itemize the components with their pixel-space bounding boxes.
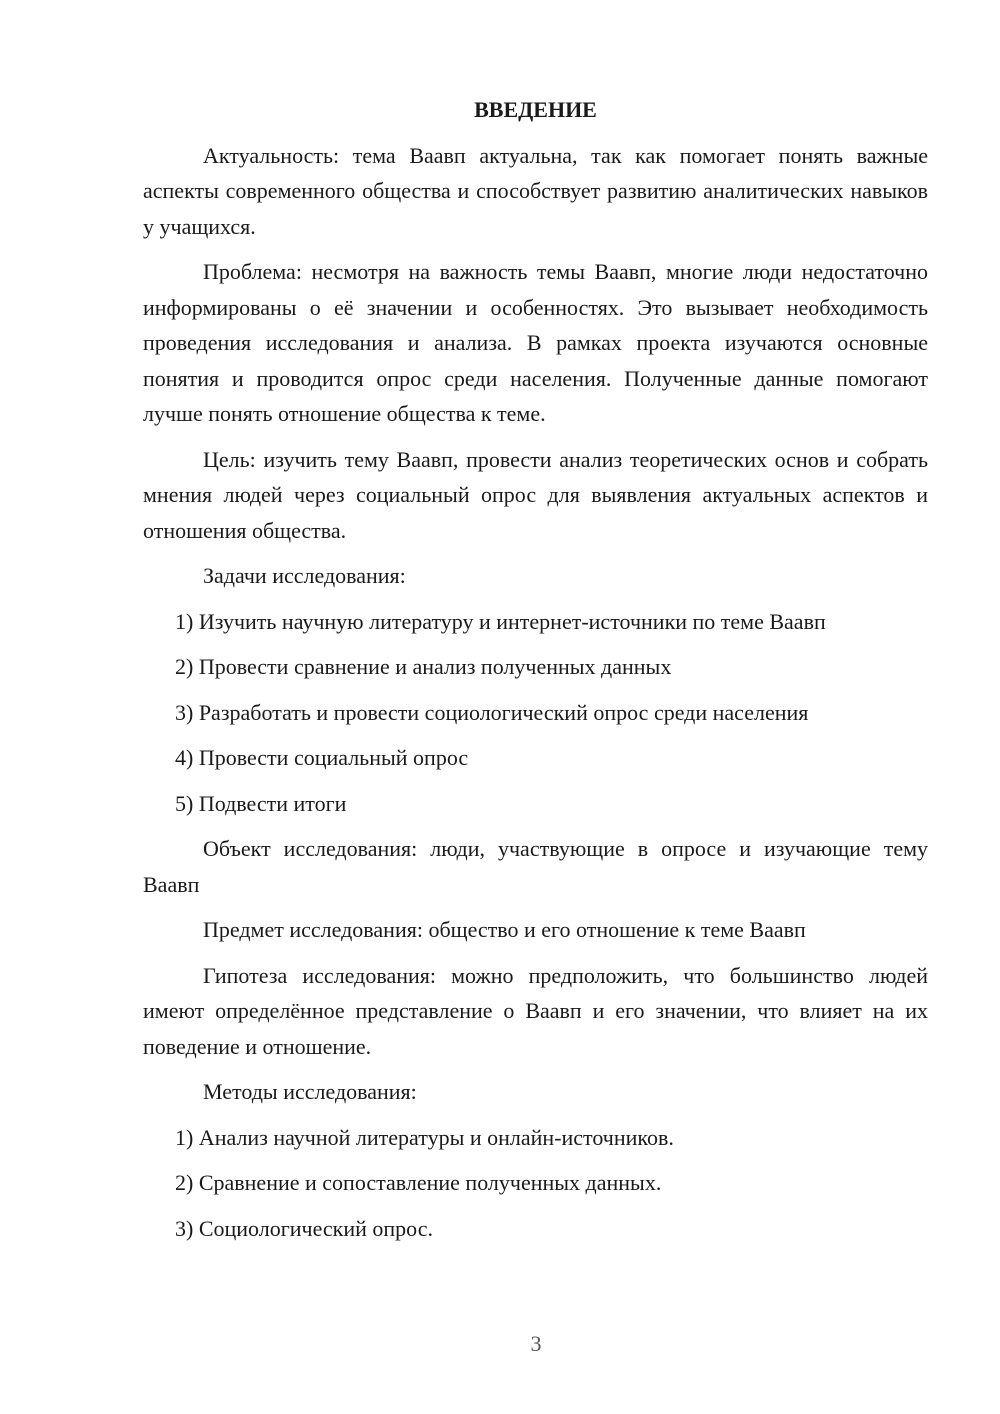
list-item: 1) Анализ научной литературы и онлайн-источников. [175,1124,674,1150]
object-paragraph: Объект исследования: люди, участвующие в опросе и изучающие тему Ваавп [143,836,928,897]
list-item: 1) Изучить научную литературу и интернет-источники по теме Ваавп [175,608,826,634]
page-number: 3 [530,1331,542,1356]
list-item: 2) Сравнение и сопоставление полученных данных. [175,1170,662,1195]
list-item: 3) Социологический опрос. [175,1215,433,1241]
tasks-list [143,604,928,822]
problem-paragraph: Проблема: несмотря на важность темы Ваавп, многие люди недостаточно информированы о её значении и особенностях. Это вызывает необходимость проведения исследования и анализа. В рамках проекта изучаются основные понятия и проводится опрос среди населения. Полученные данные помогают лучше понять отношение общества к теме. [143,259,928,426]
list-item: 5) Подвести итоги [175,790,347,816]
subject-paragraph: Предмет исследования: общество и его отношение к теме Ваавп [203,917,806,942]
methods-list [143,1120,928,1247]
tasks-label: Задачи исследования: [203,563,406,588]
hypothesis-paragraph: Гипотеза исследования: можно предположить, что большинство людей имеют определённое представление о Ваавп и его значении, что влияет на их поведение и отношение. [143,962,928,1059]
methods-label: Методы исследования: [203,1079,417,1104]
list-item: 4) Провести социальный опрос [175,745,469,770]
list-item: 2) Провести сравнение и анализ полученных данных [175,654,672,679]
relevance-paragraph: Актуальность: тема Ваавп актуальна, так как помогает понять важные аспекты современного общества и способствует развитию аналитических навыков у учащихся. [143,142,928,239]
document-page [143,92,928,1256]
list-item: 3) Разработать и провести социологический опрос среди населения [175,699,809,725]
section-heading: ВВЕДЕНИЕ [474,97,597,122]
goal-paragraph: Цель: изучить тему Ваавп, провести анализ теоретических основ и собрать мнения людей через социальный опрос для выявления актуальных аспектов и отношения общества. [143,446,928,543]
